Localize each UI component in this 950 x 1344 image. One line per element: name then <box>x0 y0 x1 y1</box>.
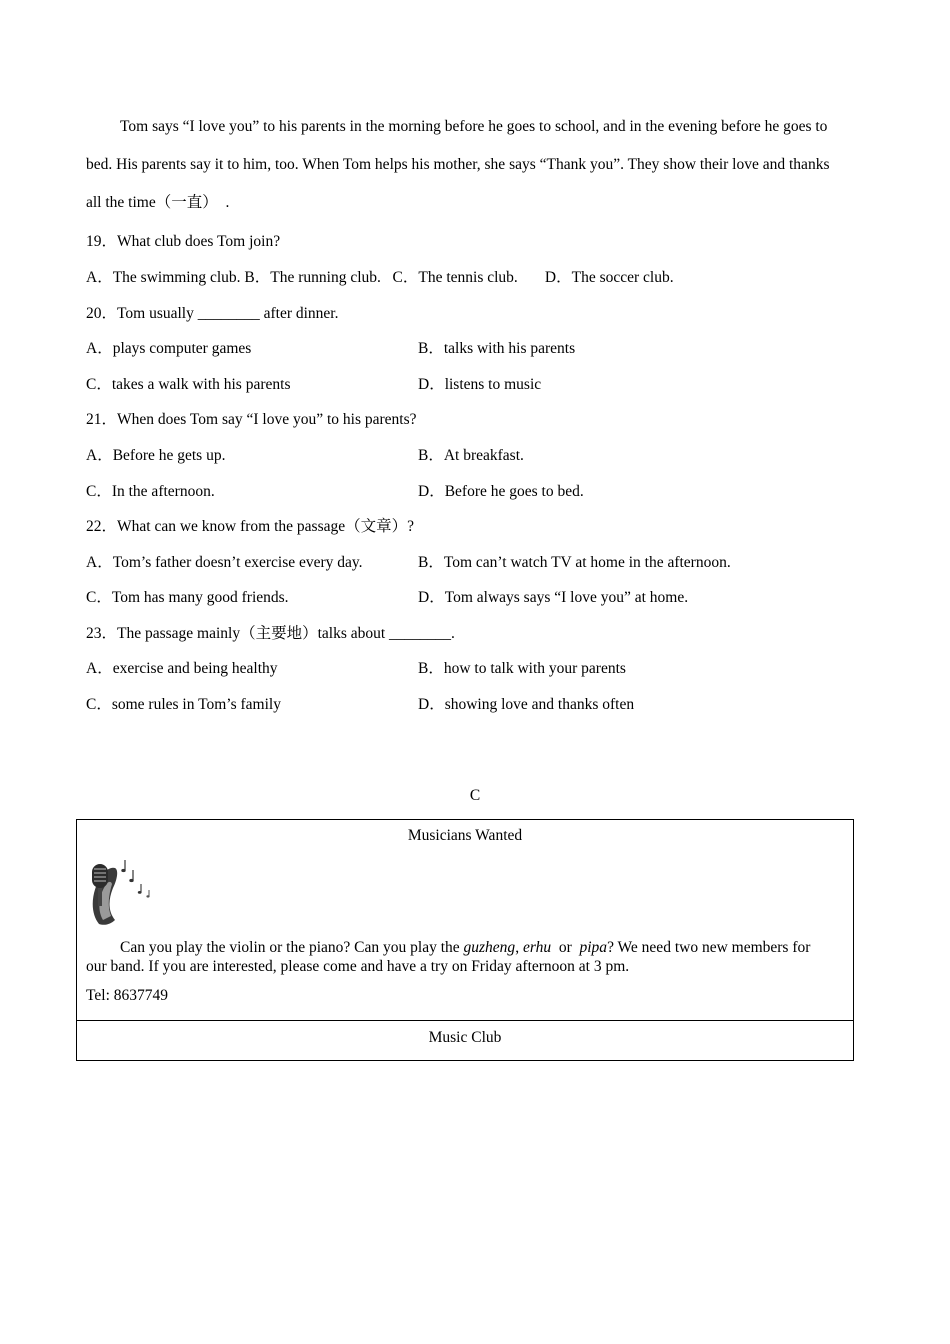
q20-option-a: A．plays computer games <box>86 340 252 357</box>
q20-stem: 20．Tom usually ________ after dinner. <box>86 305 339 322</box>
ad-footer-music-club: Music Club <box>428 1029 502 1046</box>
ad-title: Musicians Wanted <box>407 827 523 844</box>
ad-sep-1: , <box>515 939 523 956</box>
q21-option-c: C．In the afternoon. <box>86 483 215 500</box>
q21-option-b: B．At breakfast. <box>418 447 524 464</box>
q23-option-a: A．exercise and being healthy <box>86 660 278 677</box>
ad-sep-2: or <box>551 939 580 956</box>
q19-options: A．The swimming club. B．The running club. C．The tennis club. D．The soccer club. <box>86 269 674 286</box>
q20-option-c: C．takes a walk with his parents <box>86 376 291 393</box>
musicians-wanted-ad <box>76 819 854 1061</box>
passage-end-paragraph: Tom says “I love you” to his parents in the morning before he goes to school, and in the evening before he goes to bed. His parents say it to him, too. When Tom helps his mother, she says “Thank you”. They show their love and thanks all the time（一直） . <box>86 118 830 211</box>
q20-option-b: B．talks with his parents <box>418 340 576 357</box>
q23-option-c: C．some rules in Tom’s family <box>86 696 281 713</box>
ad-text-part-1: Can you play the violin or the piano? Can you play the <box>120 939 464 956</box>
q22-option-b: B．Tom can’t watch TV at home in the afternoon. <box>418 554 731 571</box>
q21-option-d: D．Before he goes to bed. <box>418 483 584 500</box>
ad-word-erhu: erhu <box>522 939 552 956</box>
ad-divider <box>77 1020 853 1021</box>
q21-stem: 21．When does Tom say “I love you” to his parents? <box>86 411 417 428</box>
q22-option-d: D．Tom always says “I love you” at home. <box>418 589 689 606</box>
q21-option-a: A．Before he gets up. <box>86 447 226 464</box>
q22-stem: 22．What can we know from the passage（文章）? <box>86 518 414 535</box>
q20-option-d: D．listens to music <box>418 376 542 393</box>
ad-telephone: Tel: 8637749 <box>86 987 169 1004</box>
microphone-music-notes-icon <box>85 854 155 928</box>
ad-text-part-2: ? We need two new members for our band. If you are interested, please come and have a try on Friday afternoon at 3 pm. <box>86 939 811 975</box>
q22-option-a: A．Tom’s father doesn’t exercise every day. <box>86 554 363 571</box>
q23-option-d: D．showing love and thanks often <box>418 696 635 713</box>
ad-word-pipa: pipa <box>579 939 608 956</box>
q19-stem: 19．What club does Tom join? <box>86 233 281 250</box>
q23-stem: 23．The passage mainly（主要地）talks about ________. <box>86 625 455 642</box>
section-letter: C <box>469 787 481 804</box>
q23-option-b: B．how to talk with your parents <box>418 660 626 677</box>
ad-body-text <box>86 938 826 976</box>
q22-option-c: C．Tom has many good friends. <box>86 589 289 606</box>
ad-word-guzheng: guzheng <box>463 939 516 956</box>
